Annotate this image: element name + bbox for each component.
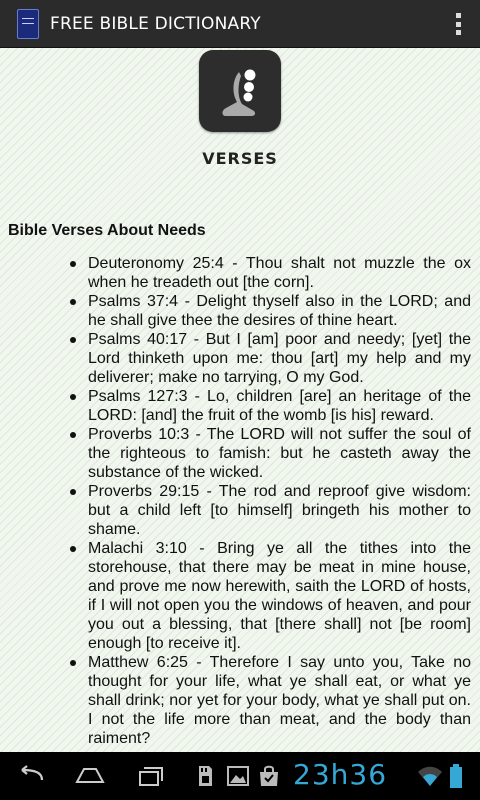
list-item: Proverbs 10:3 - The LORD will not suffer the soul of the righteous to famish: but he casteth away the substance of the wicked. [88,426,471,481]
sd-card-icon [196,764,214,788]
app-title: FREE BIBLE DICTIONARY [50,13,261,34]
home-icon[interactable] [74,764,106,788]
gallery-icon [226,764,250,788]
content-area[interactable] [0,48,480,752]
praying-figure-icon [199,50,281,132]
overflow-menu-icon[interactable] [456,13,462,35]
battery-icon [448,764,464,788]
list-item: Psalms 40:17 - But I [am] poor and needy; [yet] the Lord thinketh upon me: thou [art] my help and my deliverer; make no tarrying, O my God. [88,331,471,386]
verses-logo-label: VERSES [202,149,278,168]
status-clock: 23h36 [293,758,388,791]
page-title: Bible Verses About Needs [8,222,206,239]
back-icon[interactable] [16,764,46,788]
list-item: Malachi 3:10 - Bring ye all the tithes into the storehouse, that there may be meat in mine house, and prove me now herewith, saith the LORD of hosts, if I will not open you the windows of heaven, and pour you out a blessing, that [there shall] not [be room] enough [to receive it]. [88,540,471,652]
list-item: Deuteronomy 25:4 - Thou shalt not muzzle the ox when he treadeth out [the corn]. [88,255,471,291]
list-item: Psalms 127:3 - Lo, children [are] an heritage of the LORD: [and] the fruit of the womb [is his] reward. [88,388,471,424]
list-item: Psalms 37:4 - Delight thyself also in the LORD; and he shall give thee the desires of thine heart. [88,293,471,329]
bible-book-icon[interactable] [17,9,39,39]
list-item: Matthew 6:25 - Therefore I say unto you, Take no thought for your life, what ye shall eat, or what ye shall drink; nor yet for your body, what ye shall put on. I not the life more than meat, and the body than raiment? [88,654,471,747]
list-item: Proverbs 29:15 - The rod and reproof give wisdom: but a child left [to himself] bringeth his mother to shame. [88,483,471,538]
wifi-icon [417,764,443,788]
action-bar [0,0,480,48]
shopping-bag-icon [257,764,281,788]
verse-list [88,254,471,748]
recent-apps-icon[interactable] [136,764,166,788]
system-nav-bar [0,752,480,800]
